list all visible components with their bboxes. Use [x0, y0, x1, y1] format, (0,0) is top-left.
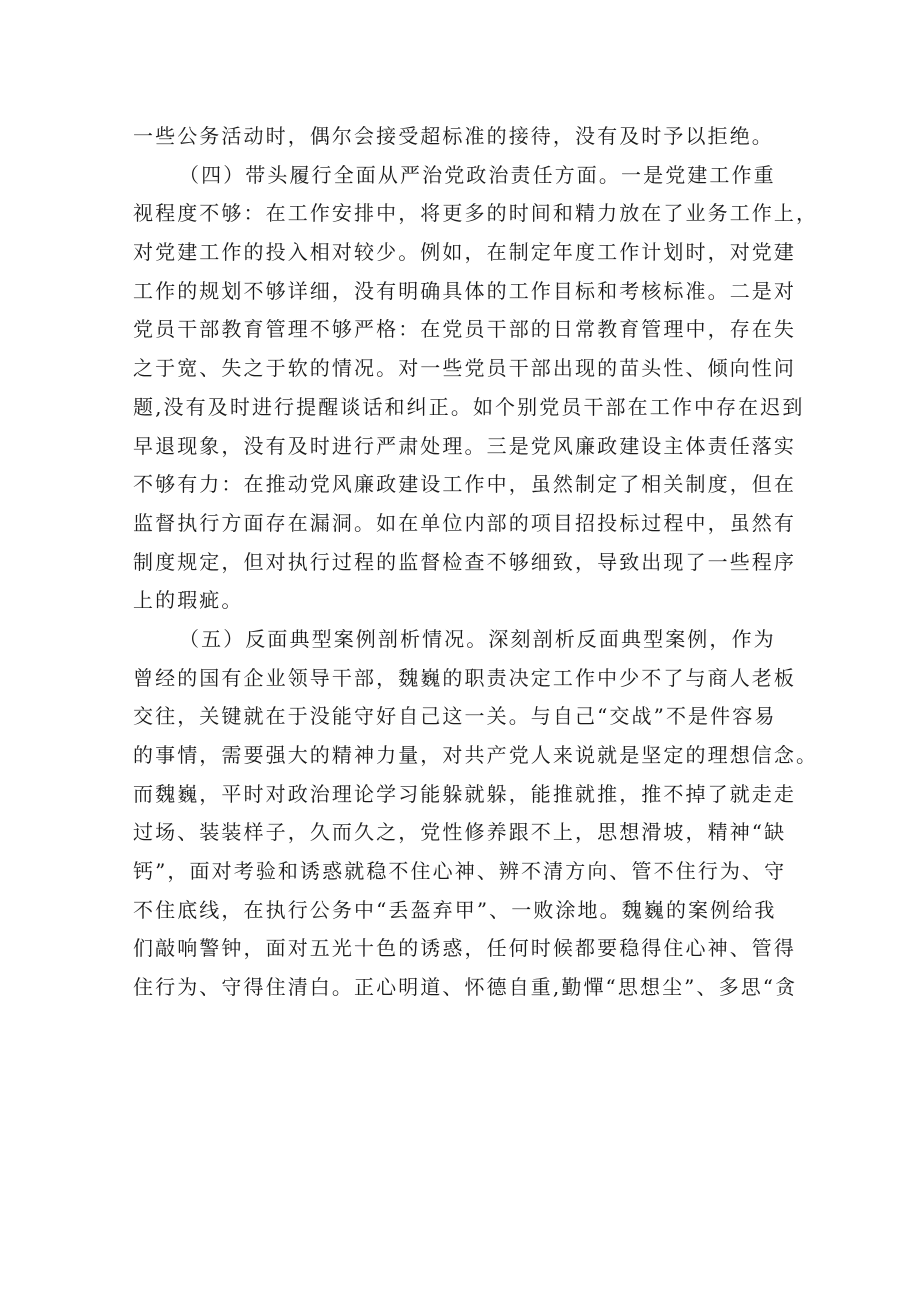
paragraph-1 — [133, 117, 793, 156]
document-body — [133, 117, 819, 1007]
text-line: 早退现象，没有及时进行严肃处理。三是党风廉政建设主体责任落实 — [133, 433, 796, 458]
text-line: 制度规定，但对执行过程的监督检查不够细致，导致出现了一些程序 — [133, 549, 796, 574]
text-line: 工作的规划不够详细，没有明确具体的工作目标和考核标准。二是对 — [133, 278, 796, 303]
text-line: 不够有力：在推动党风廉政建设工作中，虽然制定了相关制度，但在 — [133, 472, 796, 497]
text-line: 对党建工作的投入相对较少。例如，在制定年度工作计划时，对党建 — [133, 240, 796, 265]
paragraph-3 — [133, 620, 819, 1007]
text-line: 不住底线，在执行公务中“丢盔弃甲”、一败涂地。魏巍的案例给我 — [133, 897, 777, 922]
text-line: 的事情，需要强大的精神力量，对共产党人来说就是坚定的理想信念。 — [133, 743, 819, 767]
text-line: 党员干部教育管理不够严格：在党员干部的日常教育管理中，存在失 — [133, 317, 796, 342]
text-line: 一些公务活动时，偶尔会接受超标准的接待，没有及时予以拒绝。 — [133, 124, 774, 148]
text-line: 曾经的国有企业领导干部，魏巍的职责决定工作中少不了与商人老板 — [133, 665, 796, 690]
text-line: 住行为、守得住清白。正心明道、怀德自重,勤憚“思想尘”、多思“贪 — [133, 975, 798, 1000]
text-line: 而魏巍，平时对政治理论学习能躲就躲，能推就推，推不掉了就走走 — [133, 781, 796, 806]
text-line: （四）带头履行全面从严治党政治责任方面。一是党建工作重 — [179, 162, 776, 187]
text-line: 视程度不够：在工作安排中，将更多的时间和精力放在了业务工作上， — [133, 201, 819, 226]
text-line: 题,没有及时进行提醒谈话和纠正。如个别党员干部在工作中存在迟到 — [133, 394, 805, 419]
text-line: 监督执行方面存在漏洞。如在单位内部的项目招投标过程中，虽然有 — [133, 510, 796, 535]
text-line: 过场、装装样子，久而久之，党性修养跟不上，思想滑坡，精神“缺 — [133, 820, 787, 845]
text-line: 钙”，面对考验和诱惑就稳不住心神、辨不清方向、管不住行为、守 — [133, 859, 787, 884]
text-line: （五）反面典型案例剖析情况。深刻剖析反面典型案例，作为 — [179, 626, 776, 651]
paragraph-2 — [133, 156, 819, 620]
text-line: 之于宽、失之于软的情况。对一些党员干部出现的苗头性、倾向性问 — [133, 356, 796, 381]
text-line: 们敲响警钟，面对五光十色的诱惑，任何时候都要稳得住心神、管得 — [133, 936, 796, 961]
text-line: 交往，关键就在于没能守好自己这一关。与自己“交战”不是件容易 — [133, 704, 777, 729]
text-line: 上的瑕疵。 — [133, 588, 244, 613]
